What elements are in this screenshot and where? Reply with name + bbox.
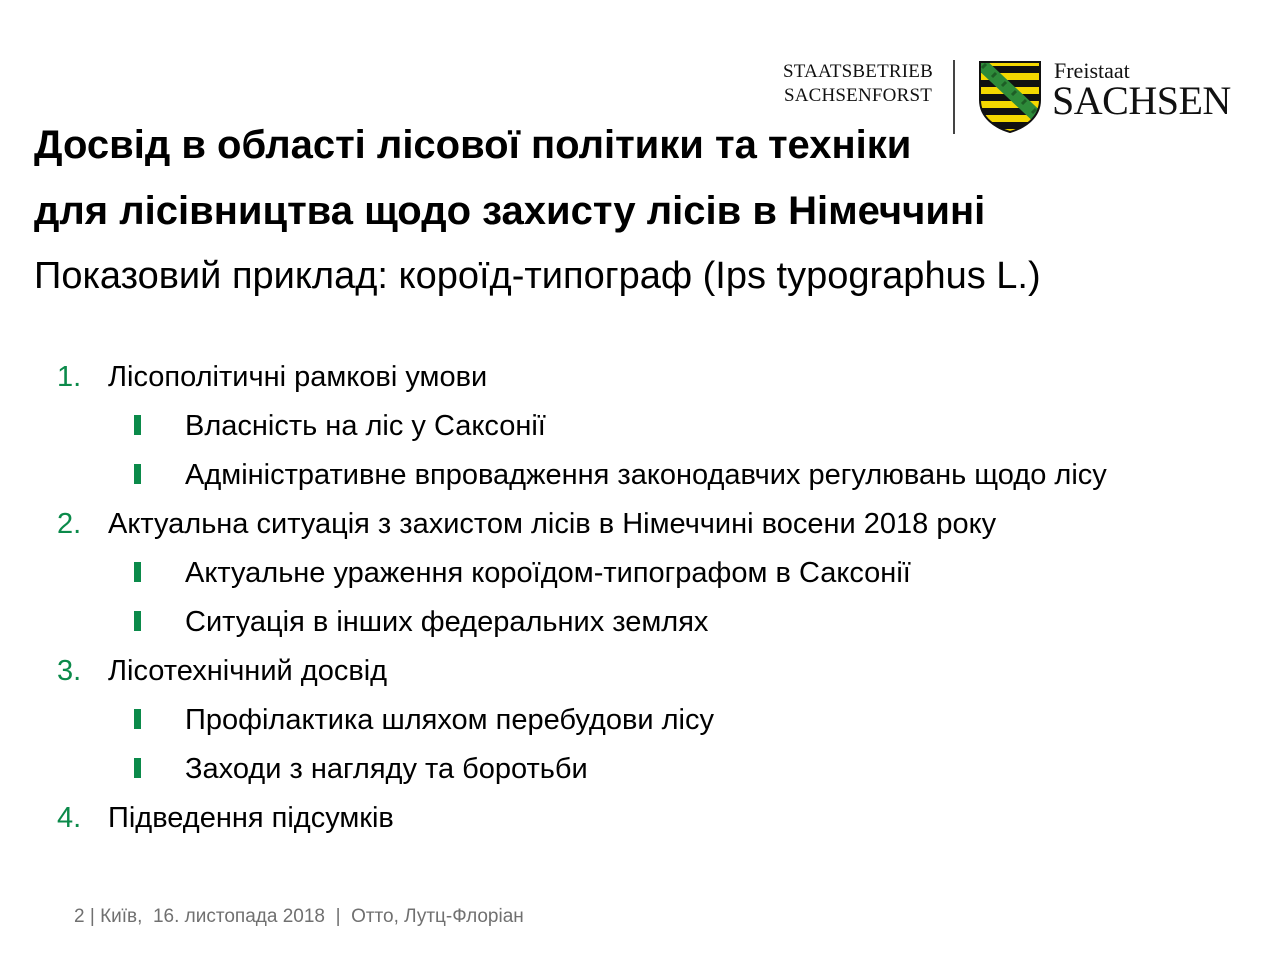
agenda-subitem-text: Заходи з нагляду та боротьби	[185, 753, 588, 785]
organization-name-line2: SACHSENFORST	[783, 85, 933, 106]
agenda-item-4	[0, 798, 1280, 838]
saxony-coat-of-arms-icon	[978, 60, 1042, 134]
agenda-subitem-2-1	[0, 553, 1280, 593]
footer-place: Київ,	[100, 906, 143, 927]
organization-name-line1: STAATSBETRIEB	[783, 61, 933, 82]
state-name-big: SACHSEN	[1052, 78, 1231, 123]
agenda-subitem-1-2	[0, 455, 1280, 495]
footer-separator: |	[335, 906, 341, 927]
page-number: 2	[74, 906, 85, 927]
agenda-subitem-3-2	[0, 749, 1280, 789]
footer-author: Отто, Лутц-Флоріан	[351, 906, 524, 927]
agenda-number: 1.	[57, 361, 82, 393]
bullet-icon	[134, 611, 141, 631]
slide-subtitle: Показовий приклад: короїд-типограф (Ips typographus L.)	[34, 255, 1041, 297]
agenda-subitem-text: Актуальне ураження короїдом-типографом в Саксонії	[185, 557, 911, 589]
agenda-text: Лісополітичні рамкові умови	[108, 361, 488, 393]
agenda-text: Лісотехнічний досвід	[108, 655, 388, 687]
slide-title-line2: для лісівництва щодо захисту лісів в Німеччині	[34, 189, 986, 233]
agenda-number: 3.	[57, 655, 82, 687]
agenda-item-3	[0, 651, 1280, 691]
bullet-icon	[134, 464, 141, 484]
agenda-subitem-3-1	[0, 700, 1280, 740]
slide-title-line1: Досвід в області лісової політики та техніки	[34, 123, 912, 167]
agenda-subitem-text: Ситуація в інших федеральних землях	[185, 606, 709, 638]
bullet-icon	[134, 415, 141, 435]
organization-name	[778, 60, 938, 108]
agenda-subitem-text: Власність на ліс у Саксонії	[185, 410, 546, 442]
agenda-item-1	[0, 357, 1280, 397]
bullet-icon	[134, 758, 141, 778]
agenda-text: Актуальна ситуація з захистом лісів в Німеччині восени 2018 року	[108, 508, 997, 540]
footer-date: 16. листопада 2018	[152, 906, 325, 927]
bullet-icon	[134, 709, 141, 729]
slide-footer	[74, 905, 524, 929]
agenda-subitem-text: Профілактика шляхом перебудови лісу	[185, 704, 714, 736]
state-name-small: Freistaat	[1054, 58, 1130, 83]
logo-divider	[953, 60, 955, 134]
agenda-subitem-1-1	[0, 406, 1280, 446]
footer-separator: |	[89, 906, 95, 927]
agenda-number: 4.	[57, 802, 82, 834]
agenda-item-2	[0, 504, 1280, 544]
agenda-subitem-text: Адміністративне впровадження законодавчих регулювань щодо лісу	[185, 459, 1107, 491]
bullet-icon	[134, 562, 141, 582]
agenda-subitem-2-2	[0, 602, 1280, 642]
agenda-text: Підведення підсумків	[108, 802, 394, 834]
agenda-number: 2.	[57, 508, 82, 540]
